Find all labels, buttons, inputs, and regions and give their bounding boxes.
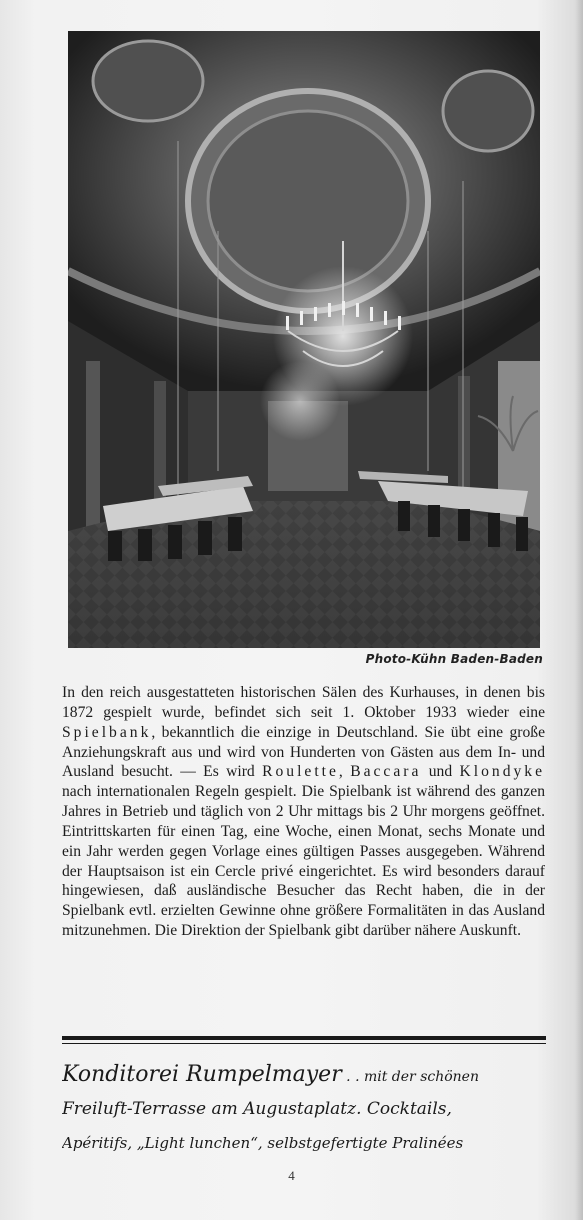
ad-line-2-text: Freiluft-Terrasse am Augustaplatz. Cocktails, <box>62 1099 452 1119</box>
text-segment: und <box>421 763 460 781</box>
emphasis-baccara: Baccara <box>350 763 422 781</box>
text-segment: , bekanntlich die einzige in Deutschland. Sie übt eine große Anziehungskraft aus und wird von Hunderten von Gästen aus dem In- und Ausland besucht. — Es wird <box>62 723 545 781</box>
ad-line-1 <box>62 1058 546 1092</box>
divider-thin <box>62 1043 546 1044</box>
emphasis-roulette: Roulette <box>262 763 339 781</box>
divider-thick <box>62 1036 546 1040</box>
ad-shop-name: Konditorei Rumpelmayer <box>62 1062 342 1087</box>
ad-line-3 <box>62 1126 546 1160</box>
emphasis-spielbank: Spielbank <box>62 723 152 741</box>
casino-description <box>62 683 545 941</box>
text-segment: In den reich ausgestatteten historischen Sälen des Kurhauses, in denen bis 1872 gespielt wurde, befindet sich seit 1. Oktober 1933 wieder eine <box>62 684 545 721</box>
ad-line-2 <box>62 1092 546 1126</box>
konditorei-advertisement <box>62 1058 546 1160</box>
casino-hall-illustration <box>68 31 540 648</box>
ad-line-3-text: Apéritifs, „Light lunchen“, selbstgefertigte Pralinées <box>62 1134 464 1152</box>
page-edge-shadow <box>575 0 583 1220</box>
text-segment: nach internationalen Regeln gespielt. Die Spielbank ist während des ganzen Jahres in Betrieb und täglich von 2 Uhr mittags bis 2 Uhr morgens geöffnet. Eintrittskarten für einen Tag, eine Woche, einen Monat, sechs Monate und ein Jahr werden gegen Vorlage eines gültigen Passes ausgegeben. Während der Hauptsaison ist ein Cercle privé eingerichtet. Es wird besonders darauf hingewiesen, daß ausländische Besucher das Recht haben, die in der Spielbank evtl. erzielten Gewinne ohne größere Formalitäten in das Ausland mitzunehmen. Die Direktion der Spielbank gibt darüber nähere Auskunft. <box>62 783 545 940</box>
ad-line-1-tail: . . mit der schönen <box>341 1069 479 1085</box>
page-number: 4 <box>288 1168 295 1183</box>
casino-hall-photo <box>68 31 540 648</box>
emphasis-klondyke: Klondyke <box>459 763 545 781</box>
photo-credit: Photo-Kühn Baden-Baden <box>365 652 543 666</box>
text-segment: , <box>338 763 351 781</box>
